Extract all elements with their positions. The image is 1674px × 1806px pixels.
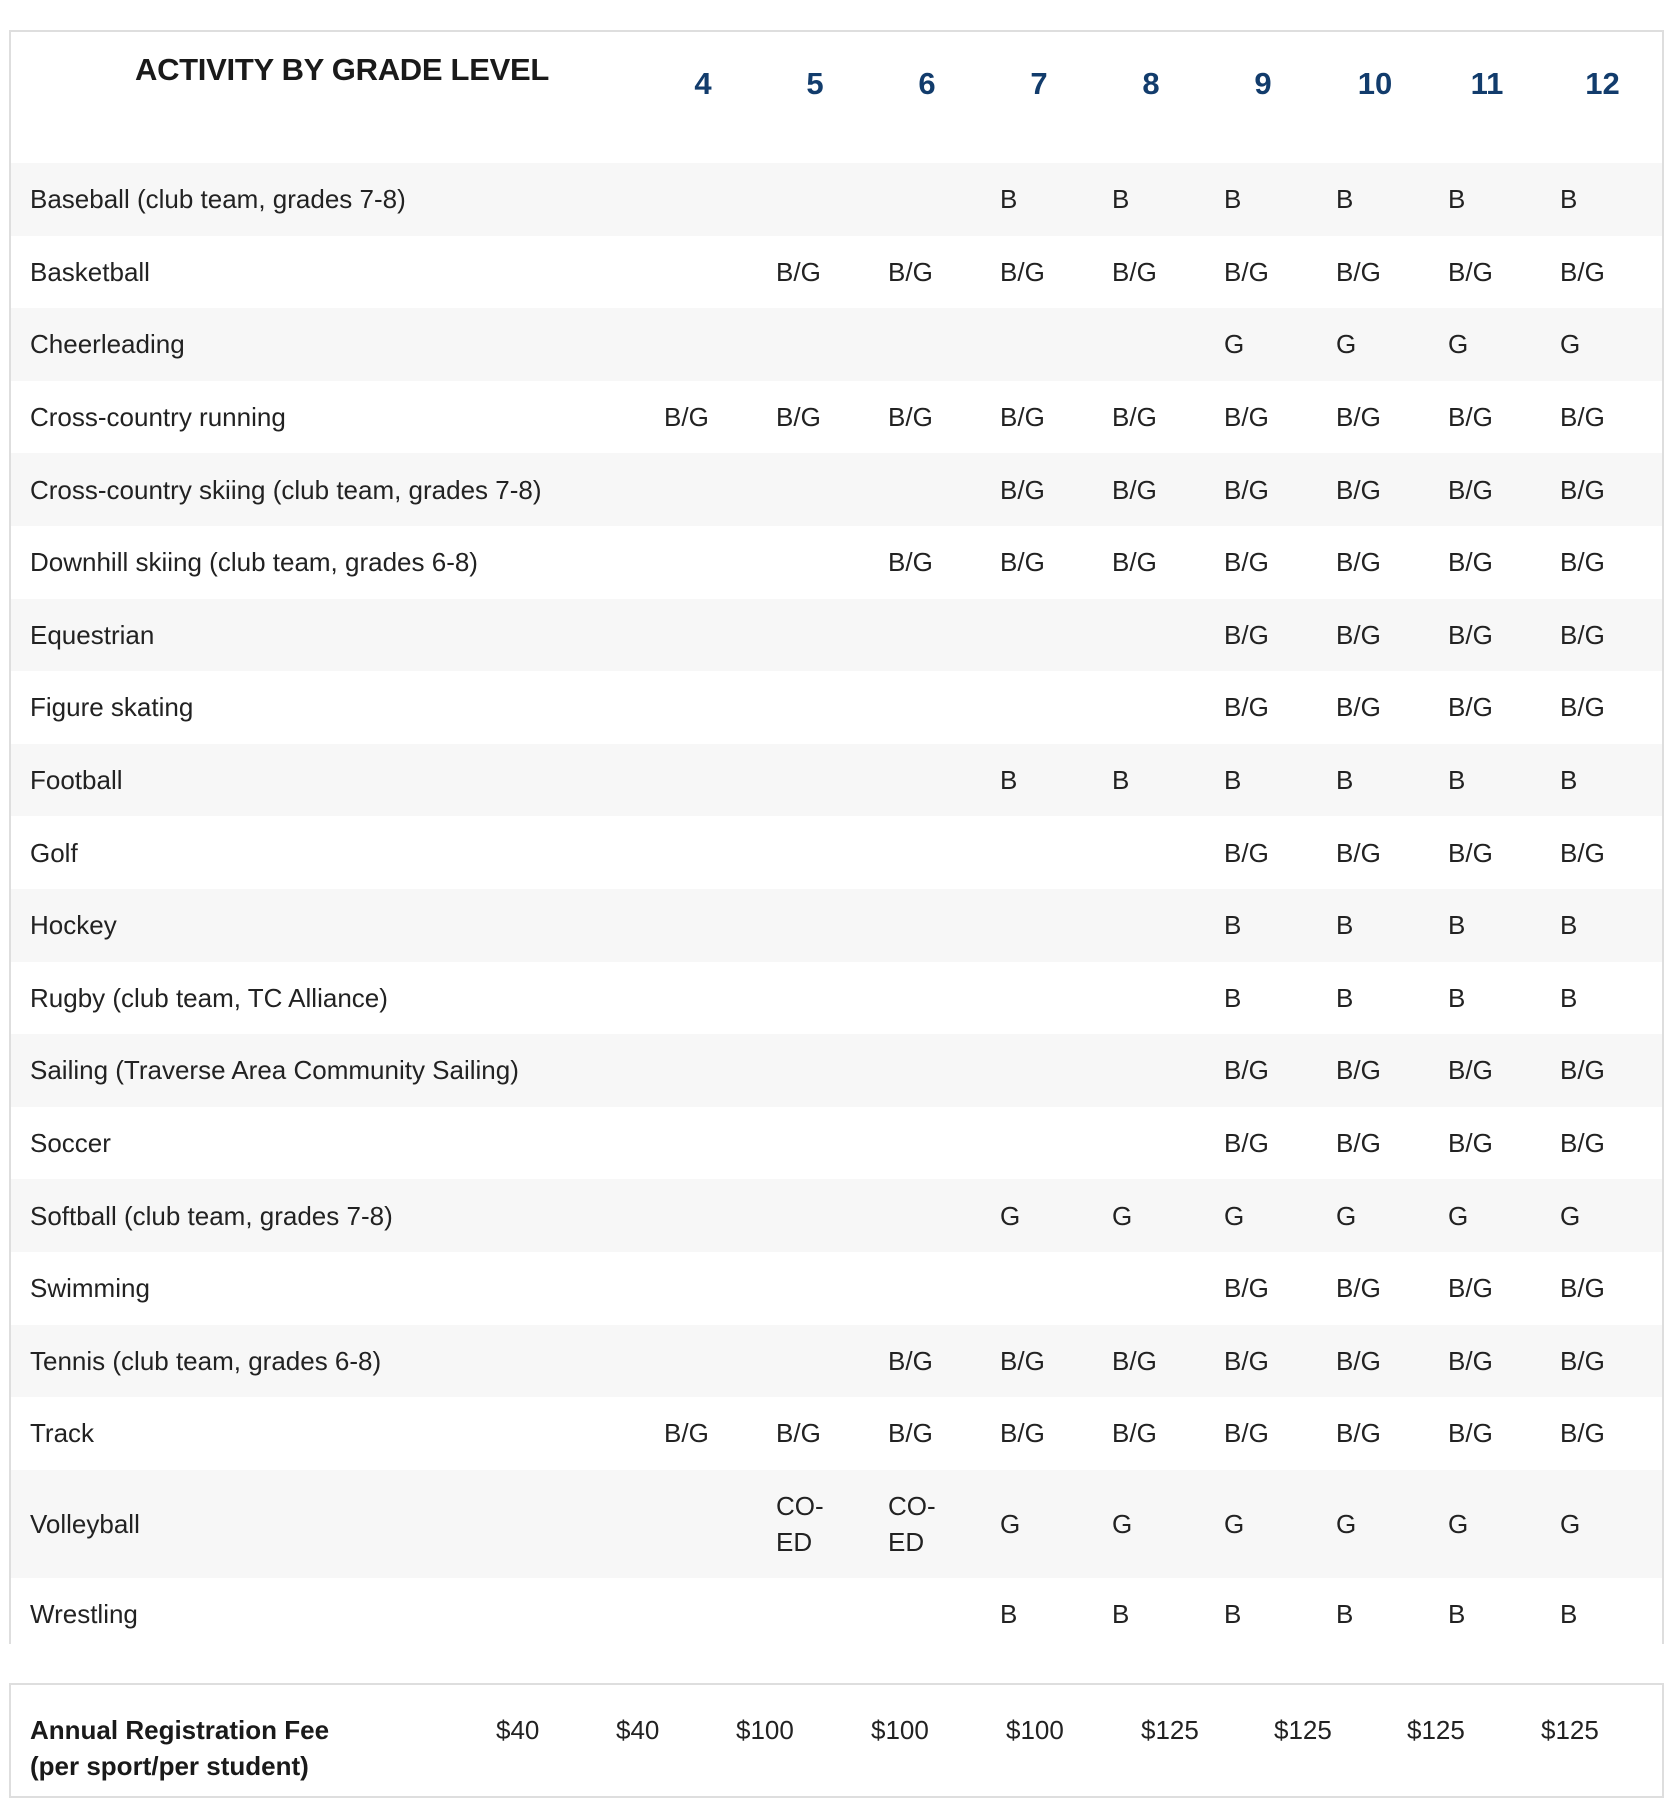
table-title: ACTIVITY BY GRADE LEVEL [135, 52, 549, 87]
table-row [11, 1179, 1662, 1252]
fee-value-grade-7: $100 [871, 1715, 929, 1745]
grade-cell-6: B/G [871, 236, 983, 309]
grade-cell-10: G [1319, 308, 1431, 381]
grade-cell-5 [759, 1107, 871, 1180]
grade-cell-8: B [1095, 163, 1207, 236]
grade-cell-12: B [1543, 1578, 1662, 1651]
grade-cell-4 [647, 1578, 759, 1651]
grade-cell-4 [647, 962, 759, 1035]
fee-panel [9, 1683, 1664, 1798]
grade-cell-10: B/G [1319, 1397, 1431, 1470]
activity-name: Softball (club team, grades 7-8) [11, 1179, 647, 1252]
table-row [11, 1325, 1662, 1398]
grade-cell-6 [871, 453, 983, 526]
fee-label-line1: Annual Registration Fee [30, 1715, 330, 1745]
grade-cell-6 [871, 1578, 983, 1651]
grade-cell-5 [759, 1179, 871, 1252]
grade-cell-4: B/G [647, 1397, 759, 1470]
grade-cell-11: B/G [1431, 599, 1543, 672]
grade-cell-12: B [1543, 163, 1662, 236]
table-row [11, 1034, 1662, 1107]
grade-cell-11: B [1431, 1578, 1543, 1651]
grade-cell-10: B/G [1319, 526, 1431, 599]
grade-cell-10: G [1319, 1179, 1431, 1252]
grade-cell-11: G [1431, 1470, 1543, 1578]
header-row [11, 32, 1662, 153]
table-row [11, 1470, 1662, 1578]
activity-table [11, 32, 1662, 1650]
activity-table-panel [9, 30, 1664, 1644]
grade-cell-8: G [1095, 1179, 1207, 1252]
grade-cell-11: B [1431, 744, 1543, 817]
activity-name: Tennis (club team, grades 6-8) [11, 1325, 647, 1398]
grade-cell-10: B/G [1319, 816, 1431, 889]
grade-cell-7: B/G [983, 526, 1095, 599]
grade-header: 6 [918, 66, 936, 101]
grade-cell-9: B/G [1207, 1325, 1319, 1398]
grade-cell-8 [1095, 599, 1207, 672]
grade-cell-12: B/G [1543, 1397, 1662, 1470]
grade-cell-7 [983, 1252, 1095, 1325]
grade-cell-5 [759, 599, 871, 672]
grade-cell-7: B/G [983, 1325, 1095, 1398]
grade-cell-12: B/G [1543, 671, 1662, 744]
grade-cell-12: B/G [1543, 1252, 1662, 1325]
grade-cell-5 [759, 1252, 871, 1325]
grade-cell-8 [1095, 671, 1207, 744]
grade-cell-7: G [983, 1179, 1095, 1252]
grade-header: 5 [806, 66, 824, 101]
grade-cell-5 [759, 816, 871, 889]
grade-cell-8: B/G [1095, 1397, 1207, 1470]
grade-cell-6 [871, 1034, 983, 1107]
grade-cell-9: B [1207, 163, 1319, 236]
activity-name: Figure skating [11, 671, 647, 744]
grade-cell-5: B/G [759, 236, 871, 309]
grade-cell-7: B/G [983, 1397, 1095, 1470]
grade-cell-11: B/G [1431, 1252, 1543, 1325]
grade-cell-5 [759, 962, 871, 1035]
grade-cell-8 [1095, 308, 1207, 381]
grade-cell-11: G [1431, 308, 1543, 381]
activity-name: Volleyball [11, 1470, 647, 1578]
grade-cell-10: B/G [1319, 671, 1431, 744]
fee-value-grade-6: $100 [736, 1715, 794, 1745]
grade-cell-8 [1095, 1107, 1207, 1180]
grade-cell-9: G [1207, 1179, 1319, 1252]
grade-cell-6 [871, 163, 983, 236]
grade-cell-4 [647, 1470, 759, 1578]
activity-name: Swimming [11, 1252, 647, 1325]
table-row [11, 163, 1662, 236]
activity-name: Cheerleading [11, 308, 647, 381]
activity-name: Downhill skiing (club team, grades 6-8) [11, 526, 647, 599]
grade-cell-9: B/G [1207, 453, 1319, 526]
grade-cell-9: B/G [1207, 816, 1319, 889]
grade-cell-6 [871, 816, 983, 889]
grade-cell-8: B [1095, 1578, 1207, 1651]
grade-cell-12: B/G [1543, 1034, 1662, 1107]
grade-cell-9: B/G [1207, 381, 1319, 454]
activity-name: Rugby (club team, TC Alliance) [11, 962, 647, 1035]
grade-cell-7 [983, 962, 1095, 1035]
grade-cell-11: B/G [1431, 1034, 1543, 1107]
table-row [11, 744, 1662, 817]
activity-name: Equestrian [11, 599, 647, 672]
grade-cell-6: CO- ED [871, 1470, 983, 1578]
table-row [11, 1397, 1662, 1470]
activity-name: Cross-country skiing (club team, grades 7-8) [11, 453, 647, 526]
grade-cell-9: B [1207, 962, 1319, 1035]
grade-cell-8: B/G [1095, 236, 1207, 309]
fee-label [30, 1712, 329, 1784]
fee-value-grade-8: $100 [1006, 1715, 1064, 1745]
table-row [11, 671, 1662, 744]
grade-cell-7 [983, 1034, 1095, 1107]
grade-cell-6 [871, 889, 983, 962]
grade-cell-9: B/G [1207, 236, 1319, 309]
grade-cell-10: B [1319, 889, 1431, 962]
fee-value-grade-5: $40 [616, 1715, 660, 1745]
grade-cell-6 [871, 671, 983, 744]
grade-cell-7 [983, 599, 1095, 672]
grade-cell-10: B/G [1319, 1107, 1431, 1180]
fee-value-grade-10: $125 [1274, 1715, 1332, 1745]
grade-cell-10: B [1319, 744, 1431, 817]
grade-cell-8: B/G [1095, 381, 1207, 454]
table-row [11, 308, 1662, 381]
grade-cell-9: B/G [1207, 1107, 1319, 1180]
grade-cell-6 [871, 308, 983, 381]
activity-name: Baseball (club team, grades 7-8) [11, 163, 647, 236]
grade-cell-9: G [1207, 1470, 1319, 1578]
grade-cell-11: B/G [1431, 1107, 1543, 1180]
fee-value-grade-4: $40 [496, 1715, 540, 1745]
grade-cell-4: B/G [647, 381, 759, 454]
grade-cell-6: B/G [871, 526, 983, 599]
grade-header: 7 [1030, 66, 1048, 101]
grade-cell-12: B/G [1543, 526, 1662, 599]
table-row [11, 599, 1662, 672]
grade-cell-12: B [1543, 962, 1662, 1035]
grade-cell-10: B/G [1319, 1325, 1431, 1398]
grade-cell-5 [759, 744, 871, 817]
grade-cell-9: B/G [1207, 1252, 1319, 1325]
grade-cell-11: B [1431, 962, 1543, 1035]
grade-cell-5 [759, 163, 871, 236]
grade-cell-6 [871, 599, 983, 672]
grade-cell-8 [1095, 962, 1207, 1035]
activity-name: Wrestling [11, 1578, 647, 1651]
grade-cell-5 [759, 526, 871, 599]
grade-cell-7: B/G [983, 381, 1095, 454]
grade-cell-8 [1095, 816, 1207, 889]
grade-cell-9: G [1207, 308, 1319, 381]
grade-cell-12: B [1543, 889, 1662, 962]
grade-cell-11: G [1431, 1179, 1543, 1252]
grade-cell-4 [647, 1034, 759, 1107]
grade-cell-11: B/G [1431, 236, 1543, 309]
grade-cell-7 [983, 308, 1095, 381]
activity-name: Soccer [11, 1107, 647, 1180]
table-row [11, 962, 1662, 1035]
grade-header: 8 [1142, 66, 1160, 101]
grade-cell-5 [759, 889, 871, 962]
grade-cell-5: CO- ED [759, 1470, 871, 1578]
grade-cell-8 [1095, 1034, 1207, 1107]
grade-cell-6: B/G [871, 1325, 983, 1398]
grade-cell-6 [871, 1179, 983, 1252]
grade-cell-5 [759, 1578, 871, 1651]
grade-cell-4 [647, 453, 759, 526]
grade-cell-12: B [1543, 744, 1662, 817]
activity-name: Football [11, 744, 647, 817]
grade-cell-8: G [1095, 1470, 1207, 1578]
grade-cell-8: B/G [1095, 453, 1207, 526]
grade-cell-12: B/G [1543, 453, 1662, 526]
table-row [11, 381, 1662, 454]
grade-cell-8 [1095, 1252, 1207, 1325]
grade-cell-9: B [1207, 1578, 1319, 1651]
table-row [11, 236, 1662, 309]
grade-cell-12: B/G [1543, 816, 1662, 889]
grade-cell-4 [647, 236, 759, 309]
grade-cell-6 [871, 1107, 983, 1180]
grade-cell-10: B/G [1319, 1034, 1431, 1107]
grade-cell-7: B [983, 744, 1095, 817]
grade-cell-10: B/G [1319, 236, 1431, 309]
grade-cell-10: B/G [1319, 381, 1431, 454]
table-row [11, 889, 1662, 962]
grade-header: 9 [1254, 66, 1272, 101]
activity-name: Sailing (Traverse Area Community Sailing) [11, 1034, 647, 1107]
grade-cell-11: B/G [1431, 1325, 1543, 1398]
grade-cell-7 [983, 889, 1095, 962]
grade-cell-9: B/G [1207, 526, 1319, 599]
activity-table-body [11, 163, 1662, 1650]
activity-name: Hockey [11, 889, 647, 962]
grade-cell-10: B/G [1319, 453, 1431, 526]
grade-cell-12: B/G [1543, 236, 1662, 309]
grade-cell-4 [647, 1179, 759, 1252]
grade-cell-10: B/G [1319, 1252, 1431, 1325]
grade-cell-7: B [983, 1578, 1095, 1651]
grade-cell-7: B/G [983, 236, 1095, 309]
table-row [11, 1252, 1662, 1325]
grade-cell-6 [871, 1252, 983, 1325]
grade-cell-8: B/G [1095, 1325, 1207, 1398]
fee-value-grade-9: $125 [1141, 1715, 1199, 1745]
grade-cell-7 [983, 816, 1095, 889]
grade-cell-4 [647, 744, 759, 817]
grade-cell-11: B/G [1431, 671, 1543, 744]
grade-cell-8: B/G [1095, 526, 1207, 599]
grade-cell-4 [647, 889, 759, 962]
grade-cell-12: B/G [1543, 1325, 1662, 1398]
activity-name: Basketball [11, 236, 647, 309]
activity-name: Track [11, 1397, 647, 1470]
grade-cell-4 [647, 816, 759, 889]
grade-cell-12: G [1543, 308, 1662, 381]
table-row [11, 1578, 1662, 1651]
grade-cell-9: B/G [1207, 1397, 1319, 1470]
grade-cell-12: B/G [1543, 1107, 1662, 1180]
grade-header: 12 [1585, 66, 1620, 101]
table-row [11, 1107, 1662, 1180]
activity-name: Cross-country running [11, 381, 647, 454]
grade-cell-11: B/G [1431, 453, 1543, 526]
grade-cell-4 [647, 1252, 759, 1325]
grade-cell-5: B/G [759, 381, 871, 454]
grade-cell-4 [647, 163, 759, 236]
grade-cell-10: G [1319, 1470, 1431, 1578]
grade-cell-11: B [1431, 889, 1543, 962]
grade-cell-5: B/G [759, 1397, 871, 1470]
grade-cell-8: B [1095, 744, 1207, 817]
grade-cell-4 [647, 526, 759, 599]
grade-cell-12: G [1543, 1179, 1662, 1252]
grade-cell-6 [871, 744, 983, 817]
header-spacer [11, 153, 1662, 163]
grade-cell-4 [647, 308, 759, 381]
grade-cell-5 [759, 671, 871, 744]
fee-value-grade-12: $125 [1541, 1715, 1599, 1745]
grade-cell-11: B/G [1431, 381, 1543, 454]
grade-cell-12: B/G [1543, 381, 1662, 454]
grade-cell-7: G [983, 1470, 1095, 1578]
table-row [11, 526, 1662, 599]
fee-value-grade-11: $125 [1407, 1715, 1465, 1745]
grade-cell-6: B/G [871, 381, 983, 454]
grade-cell-7: B [983, 163, 1095, 236]
grade-cell-10: B [1319, 1578, 1431, 1651]
grade-cell-12: B/G [1543, 599, 1662, 672]
grade-cell-4 [647, 1325, 759, 1398]
grade-cell-5 [759, 453, 871, 526]
grade-cell-9: B [1207, 889, 1319, 962]
grade-header: 10 [1357, 66, 1393, 101]
grade-cell-7 [983, 1107, 1095, 1180]
grade-cell-5 [759, 1325, 871, 1398]
grade-cell-11: B [1431, 163, 1543, 236]
grade-cell-6: B/G [871, 1397, 983, 1470]
grade-cell-11: B/G [1431, 816, 1543, 889]
grade-cell-11: B/G [1431, 1397, 1543, 1470]
grade-cell-9: B/G [1207, 671, 1319, 744]
grade-cell-6 [871, 962, 983, 1035]
grade-cell-4 [647, 671, 759, 744]
fee-label-line2: (per sport/per student) [30, 1751, 309, 1781]
grade-cell-9: B/G [1207, 1034, 1319, 1107]
grade-cell-7: B/G [983, 453, 1095, 526]
grade-cell-5 [759, 308, 871, 381]
grade-cell-9: B [1207, 744, 1319, 817]
grade-cell-7 [983, 671, 1095, 744]
table-row [11, 816, 1662, 889]
grade-cell-4 [647, 599, 759, 672]
grade-cell-5 [759, 1034, 871, 1107]
grade-cell-10: B [1319, 962, 1431, 1035]
grade-cell-4 [647, 1107, 759, 1180]
table-row [11, 453, 1662, 526]
grade-cell-10: B [1319, 163, 1431, 236]
grade-header: 11 [1470, 66, 1504, 101]
grade-cell-9: B/G [1207, 599, 1319, 672]
activity-name: Golf [11, 816, 647, 889]
grade-cell-10: B/G [1319, 599, 1431, 672]
grade-cell-12: G [1543, 1470, 1662, 1578]
grade-cell-8 [1095, 889, 1207, 962]
grade-cell-11: B/G [1431, 526, 1543, 599]
grade-header: 4 [694, 66, 712, 101]
